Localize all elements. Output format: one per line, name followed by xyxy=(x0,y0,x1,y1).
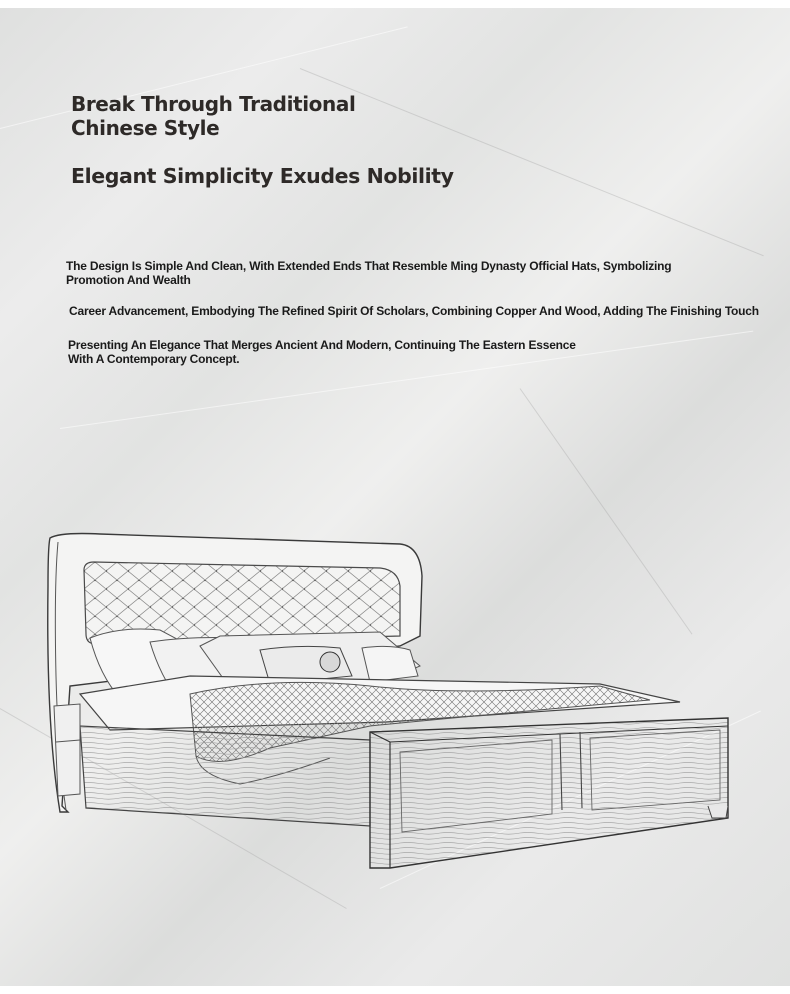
description-paragraph-2: Career Advancement, Embodying The Refined Spirit Of Scholars, Combining Copper And Wood, Adding The Finishing Touch xyxy=(69,304,759,318)
bed-sketch-icon xyxy=(40,526,740,876)
paper-background xyxy=(0,8,790,986)
heading-line-2: Chinese Style xyxy=(71,116,220,140)
description-paragraph-3 xyxy=(68,339,588,366)
subtitle: Elegant Simplicity Exudes Nobility xyxy=(71,164,454,188)
paper-crease xyxy=(300,68,764,256)
heading-line-1: Break Through Traditional xyxy=(71,92,356,116)
description-paragraph-3-line-2: With A Contemporary Concept. xyxy=(68,351,240,366)
description-paragraph-1: The Design Is Simple And Clean, With Extended Ends That Resemble Ming Dynasty Official Hats, Symbolizing Promotion And Wealth xyxy=(66,259,672,287)
description-paragraph-3-line-1: Presenting An Elegance That Merges Ancient And Modern, Continuing The Eastern Essence xyxy=(68,338,576,352)
